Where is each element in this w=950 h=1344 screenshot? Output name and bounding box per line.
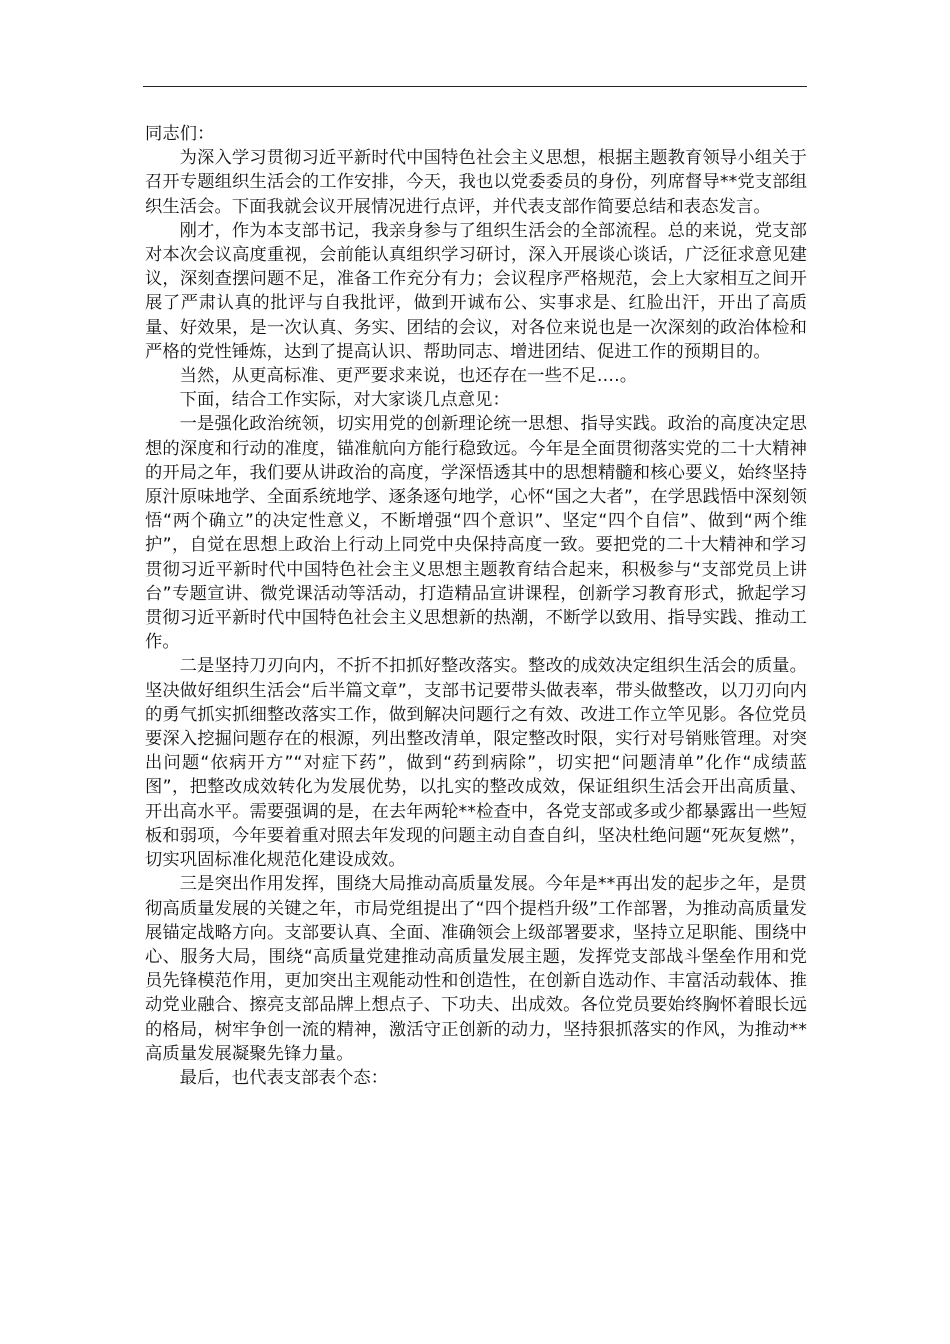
paragraph-opinions-intro: 下面，结合工作实际，对大家谈几点意见： bbox=[179, 390, 510, 411]
paragraph-shortcomings: 当然，从更高标准、更严要求来说，也还存在一些不足….。 bbox=[179, 366, 638, 387]
paragraph-review: 刚才，作为本支部书记，我亲身参与了组织生活会的全部流程。总的来说，党支部对本次会议高度重视，会前能认真组织学习研讨，深入开展谈心谈话，广泛征求意见建议，深刻查摆问题不足，准备工作充分有力；会议程序严格规范，会上大家相互之间开展了严肃认真的批评与自我批评，做到开诚布公、实事求是、红脸出汗，开出了高质量、好效果，是一次认真、务实、团结的会议，对各位来说也是一次深刻的政治体检和严格的党性锤炼，达到了提高认识、帮助同志、增进团结、促进工作的预期目的。 bbox=[145, 220, 807, 362]
paragraph-point-three: 三是突出作用发挥，围绕大局推动高质量发展。今年是**再出发的起步之年，是贯彻高质量发展的关键之年，市局党组提出了“四个提档升级”工作部署，为推动高质量发展锚定战略方向。支部要认真、全面、准确领会上级部署要求，坚持立足职能、围绕中心、服务大局，围绕“高质量党建推动高质量发展主题，发挥党支部战斗堡垒作用和党员先锋模范作用，更加突出主观能动性和创造性，在创新自选动作、丰富活动载体、推动党业融合、擦亮支部品牌上想点子、下功夫、出成效。各位党员要始终胸怀着眼长远的格局，树牢争创一流的精神，激活守正创新的动力，坚持狠抓落实的作风，为推动**高质量发展凝聚先锋力量。 bbox=[145, 874, 807, 1064]
salutation: 同志们： bbox=[145, 124, 215, 144]
paragraph-closing: 最后，也代表支部表个态： bbox=[179, 1067, 389, 1088]
paragraph-intro: 为深入学习贯彻习近平新时代中国特色社会主义思想，根据主题教育领导小组关于召开专题组织生活会的工作安排，今天，我也以党委委员的身份，列席督导**党支部组织生活会。下面我就会议开展情况进行点评，并代表支部作简要总结和表态发言。 bbox=[145, 148, 807, 217]
paragraph-point-two: 二是坚持刀刃向内，不折不扣抓好整改落实。整改的成效决定组织生活会的质量。坚决做好组织生活会“后半篇文章”，支部书记要带头做表率，带头做整改，以刀刃向内的勇气抓实抓细整改落实工作，做到解决问题行之有效、改进工作立竿见影。各位党员要深入挖掘问题存在的根源，列出整改清单，限定整改时限，实行对号销账管理。对突出问题“依病开方”“对症下药”，做到“药到病除”，切实把“问题清单”化作“成绩蓝图”，把整改成效转化为发展优势，以扎实的整改成效，保证组织生活会开出高质量、开出高水平。需要强调的是，在去年两轮**检查中，各党支部或多或少都暴露出一些短板和弱项，今年要着重对照去年发现的问题主动自查自纠，坚决杜绝问题“死灰复燃”，切实巩固标准化规范化建设成效。 bbox=[145, 656, 807, 871]
document-body bbox=[145, 122, 807, 1090]
paragraph-point-one: 一是强化政治统领，切实用党的创新理论统一思想、指导实践。政治的高度决定思想的深度和行动的准度，锚准航向方能行稳致远。今年是全面贯彻落实党的二十大精神的开局之年，我们要从讲政治的高度，学深悟透其中的思想精髓和核心要义，始终坚持原汁原味地学、全面系统地学、逐条逐句地学，心怀“国之大者”，在学思践悟中深刻领悟“两个确立”的决定性意义，不断增强“四个意识”、坚定“四个自信”、做到“两个维护”，自觉在思想上政治上行动上同党中央保持高度一致。要把党的二十大精神和学习贯彻习近平新时代中国特色社会主义思想主题教育结合起来，积极参与“支部党员上讲台”专题宣讲、微党课活动等活动，打造精品宣讲课程，创新学习教育形式，掀起学习贯彻习近平新时代中国特色社会主义思想新的热潮，不断学以致用、指导实践、推动工作。 bbox=[145, 414, 807, 653]
header-rule bbox=[143, 86, 807, 87]
